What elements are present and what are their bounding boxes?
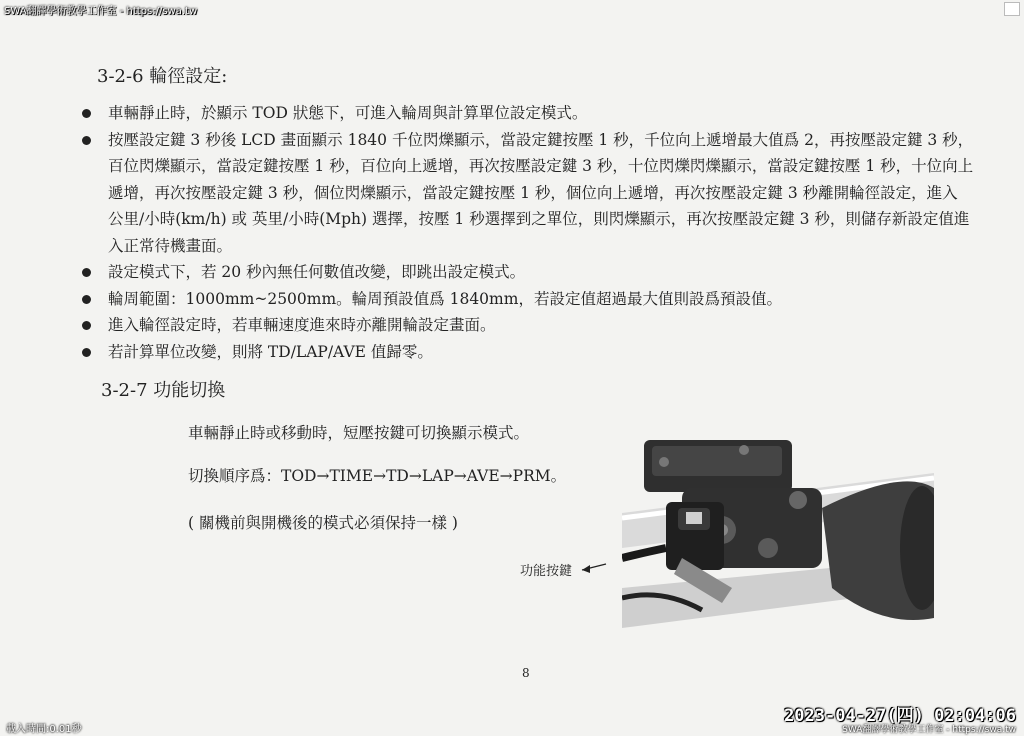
page-number: 8 [522,666,530,680]
section-heading-wheel-size: 3-2-6 輪徑設定: [97,66,228,87]
bullet-dot [82,268,91,277]
load-time-overlay: 載入時間:0.01秒 [6,724,82,735]
arrow-icon [578,558,608,578]
bullet-dot [82,109,91,118]
list-item: 按壓設定鍵 3 秒後 LCD 畫面顯示 1840 千位閃爍顯示，當設定鍵按壓 1 秒，千位向上遞增最大值爲 2，再按壓設定鍵 3 秒，百位閃爍顯示，當設定鍵按壓 1 秒，百位向上遞增，再次按壓設定鍵 3 秒，十位閃爍閃爍顯示，當設定鍵按壓 1 秒，十位向上遞增，再次按壓設定鍵 3 秒，個位閃爍顯示，當設定鍵按壓 1 秒，個位向上遞增，再次按壓設定鍵 3 秒離開輪徑設定，進入 公里/小時(km/h) 或 英里/小時(Mph) 選擇，按壓 1 秒選擇到之單位，則閃爍顯示，再次按壓設定鍵 3 秒，則儲存新設定值進入正常待機畫面。 [80,127,975,260]
list-item: 進入輪徑設定時，若車輛速度進來時亦離開輪設定畫面。 [80,312,975,339]
list-item: 車輛靜止時，於顯示 TOD 狀態下，可進入輪周與計算單位設定模式。 [80,100,975,127]
watermark-bottom: SWA翻譯學術教學工作室 - https://swa.tw [842,725,1016,735]
bullet-dot [82,136,91,145]
bullet-dot [82,348,91,357]
bullet-dot [82,321,91,330]
timestamp-overlay: 2023-04-27(四) 02:04:06 [784,706,1016,726]
paragraph-keep-mode: ( 關機前與開機後的模式必須保持一樣 ) [188,514,458,532]
corner-box [1004,2,1020,16]
list-item: 設定模式下，若 20 秒內無任何數值改變，即跳出設定模式。 [80,259,975,286]
bullet-dot [82,295,91,304]
list-item: 若計算單位改變，則將 TD/LAP/AVE 值歸零。 [80,339,975,366]
bullet-list [80,100,975,365]
handlebar-photo [622,438,934,628]
function-button-caption: 功能按鍵 [520,564,573,579]
paragraph-switch-order: 切換順序爲：TOD→TIME→TD→LAP→AVE→PRM。 [188,467,567,485]
watermark-top: SWA翻譯學術教學工作室 - https://swa.tw [4,6,198,17]
paragraph-short-press: 車輛靜止時或移動時，短壓按鍵可切換顯示模式。 [188,424,530,442]
section-heading-function-switch: 3-2-7 功能切換 [101,380,226,401]
list-item: 輪周範圍：1000mm~2500mm。輪周預設值爲 1840mm，若設定值超過最大值則設爲預設值。 [80,286,975,313]
